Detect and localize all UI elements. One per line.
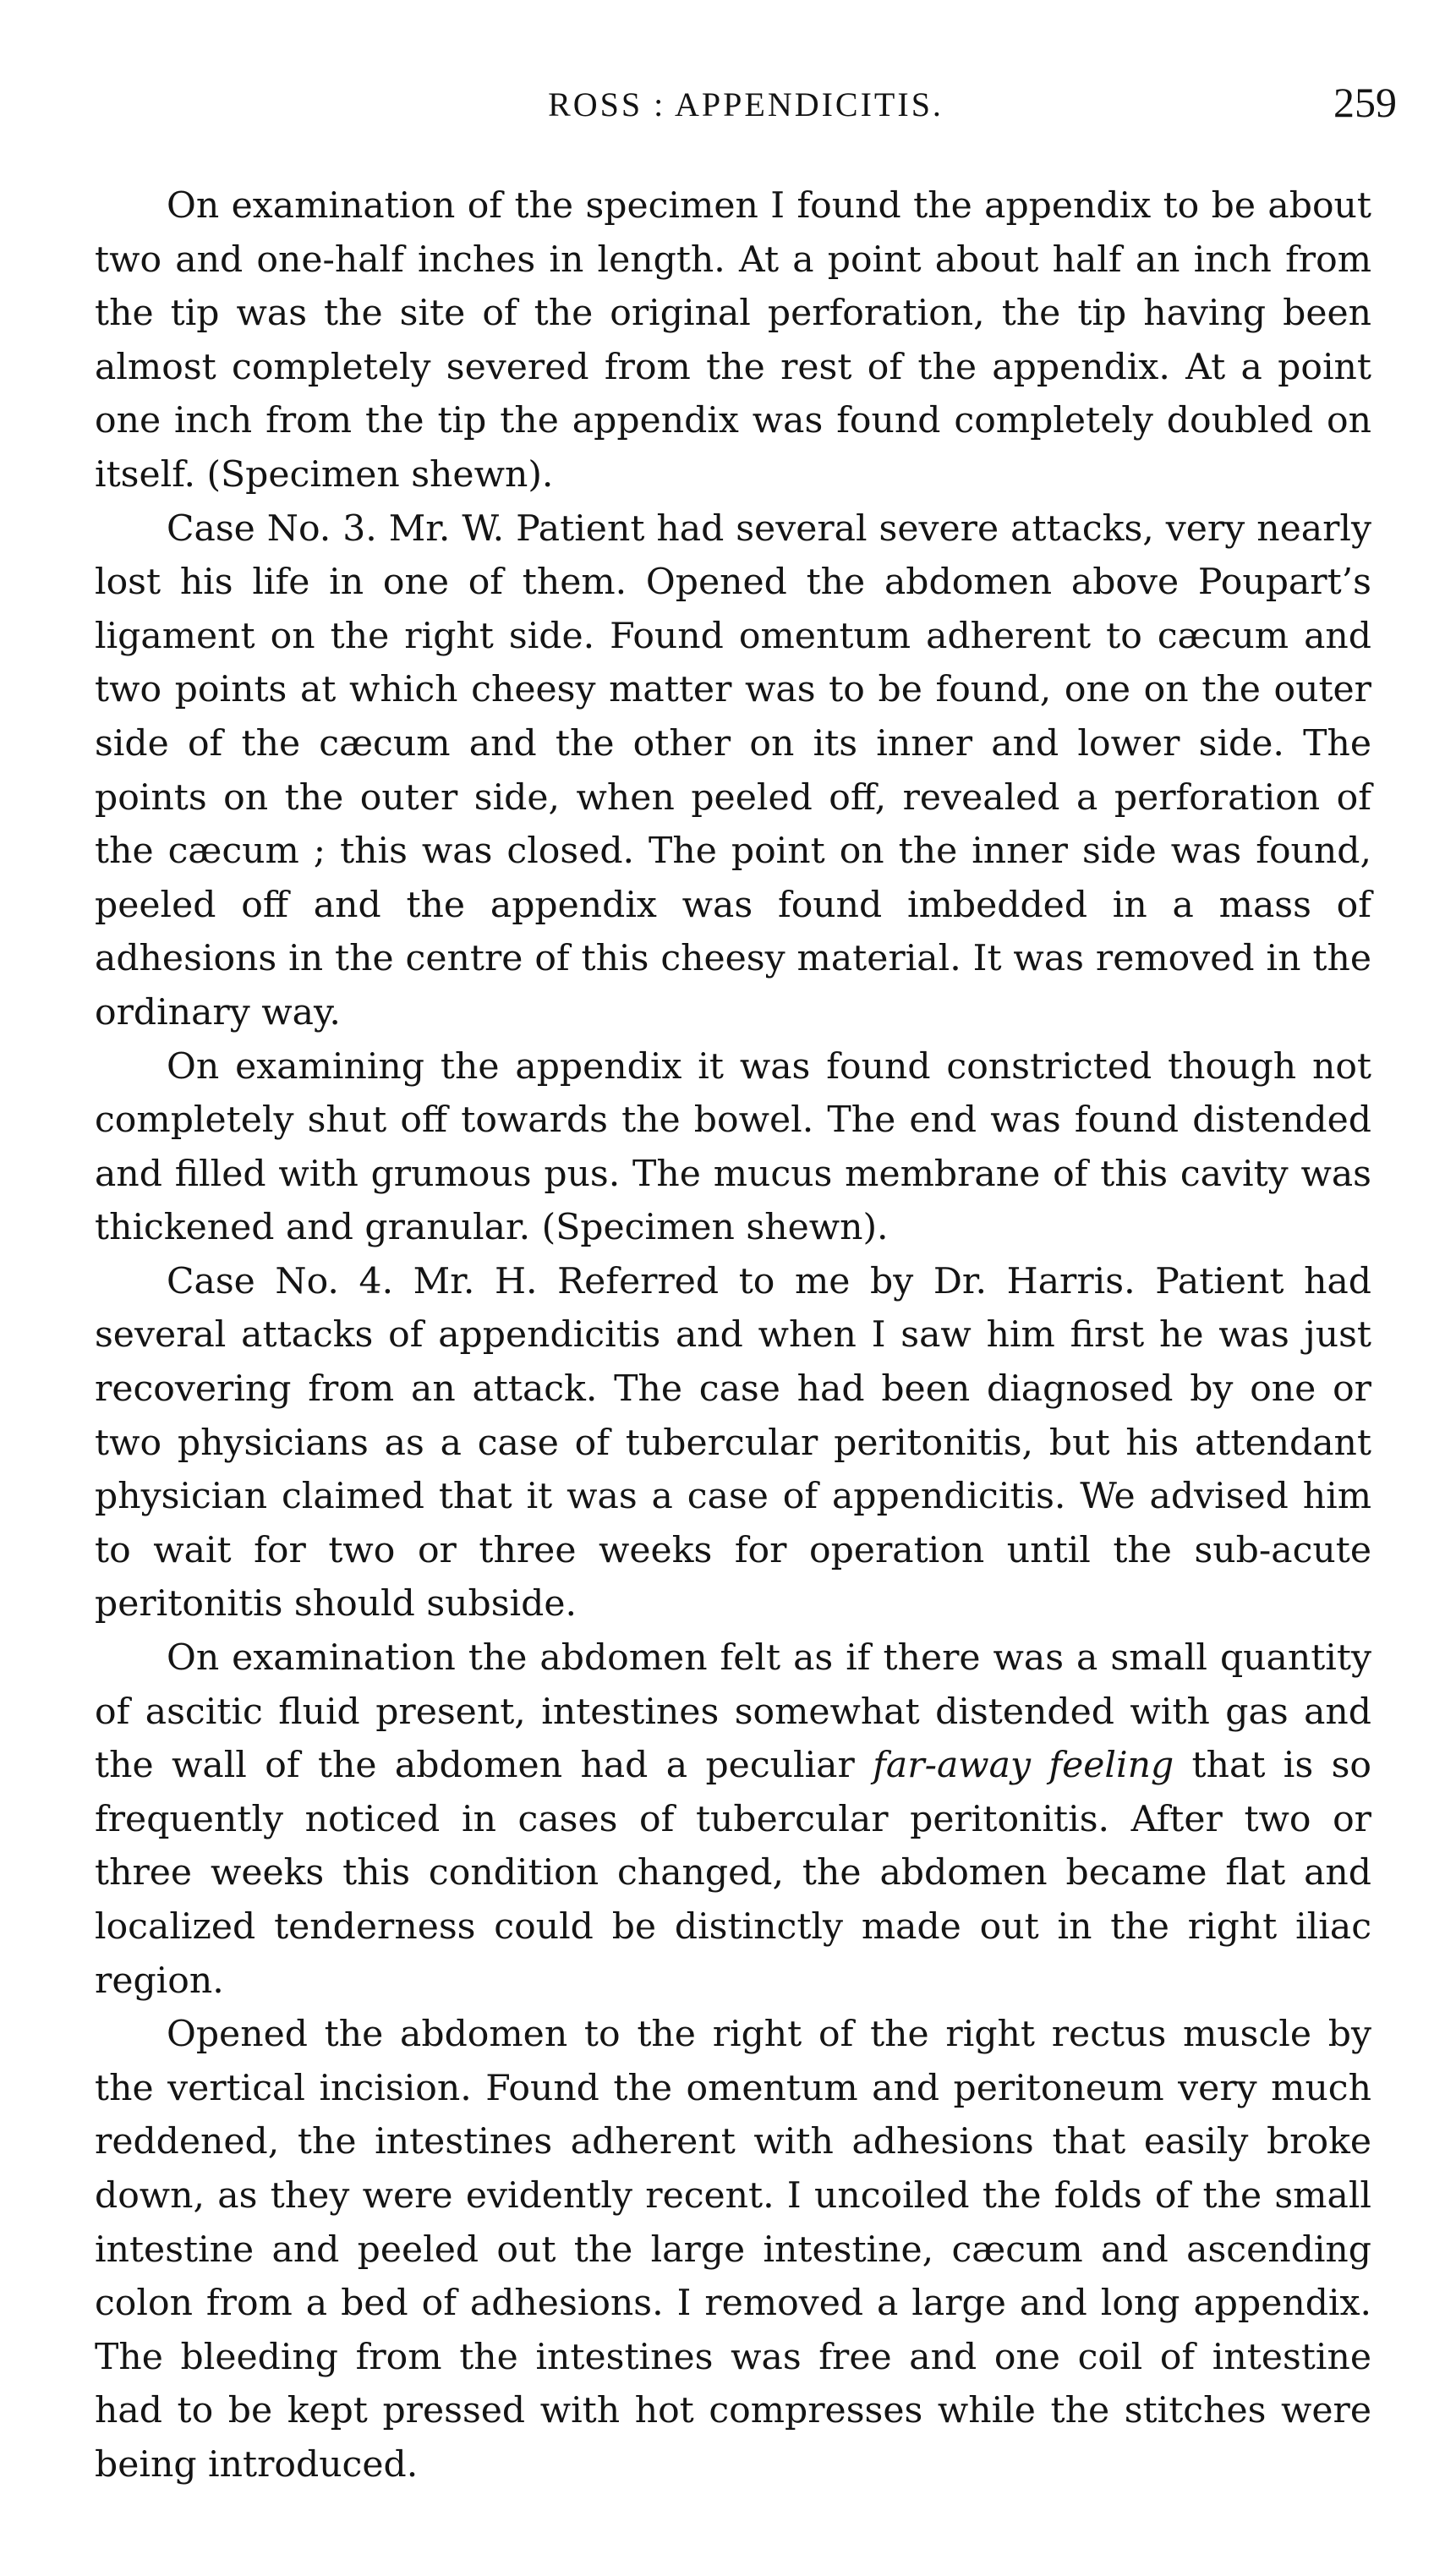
- paragraph-text: On examination the abdomen felt as if there was a small quantity of ascitic fluid present, intestines somewhat distended with gas and the wall of the abdomen had a peculiar: [95, 1637, 1371, 1787]
- paragraph-operation: Opened the abdomen to the right of the right rectus muscle by the vertical incision. Found the omentum and peritoneum very much reddened, the intestines adherent with adhesions that easily broke down, as they were evidently recent. I uncoiled the folds of the small intestine and peeled out the large intestine, cæcum and ascending colon from a bed of adhesions. I removed a large and long appendix. The bleeding from the intestines was free and one coil of intestine had to be kept pressed with hot compresses while the stitches were being introduced.: [95, 2014, 1371, 2486]
- page-number: 259: [1333, 79, 1397, 126]
- paragraph-case-4: Case No. 4. Mr. H. Referred to me by Dr. Harris. Patient had several attacks of appendicitis and when I saw him first he was just recovering from an attack. The case had been diagnosed by one or two physicians as a case of tubercular peritonitis, but his attendant physician claimed that it was a case of appendicitis. We advised him to wait for two or three weeks for operation until the sub-acute peritonitis should subside.: [95, 1260, 1371, 1625]
- paragraph-case-3: Case No. 3. Mr. W. Patient had several severe attacks, very nearly lost his life in one of them. Opened the abdomen above Poupart’s ligament on the right side. Found omentum adherent to cæcum and two points at which cheesy matter was to be found, one on the outer side of the cæcum and the other on its inner and lower side. The points on the outer side, when peeled off, revealed a perforation of the cæcum ; this was closed. The point on the inner side was found, peeled off and the appendix was found imbedded in a mass of adhesions in the centre of this cheesy material. It was removed in the ordinary way.: [95, 507, 1371, 1033]
- body-text: [95, 179, 1371, 2492]
- paragraph-appendix-examination: On examining the appendix it was found constricted though not completely shut off towards the bowel. The end was found distended and filled with grumous pus. The mucus membrane of this cavity was thickened and granular. (Specimen shewn).: [95, 1045, 1371, 1249]
- paragraph-abdomen-examination: [95, 1631, 1371, 2008]
- paragraph-text: that is so frequently noticed in cases of tubercular peritonitis. After two or three weeks this condition changed, the abdomen became flat and localized tenderness could be distinctly made out in the right iliac region.: [95, 1745, 1371, 2002]
- running-head: [95, 78, 1397, 129]
- italic-phrase: far-away feeling: [873, 1745, 1174, 1787]
- running-title: ROSS : APPENDICITIS.: [548, 85, 944, 123]
- paragraph-specimen-examination: On examination of the specimen I found the appendix to be about two and one-half inches in length. At a point about half an inch from the tip was the site of the original perforation, the tip having been almost completely severed from the rest of the appendix. At a point one inch from the tip the appendix was found completely doubled on itself. (Specimen shewn).: [95, 185, 1371, 496]
